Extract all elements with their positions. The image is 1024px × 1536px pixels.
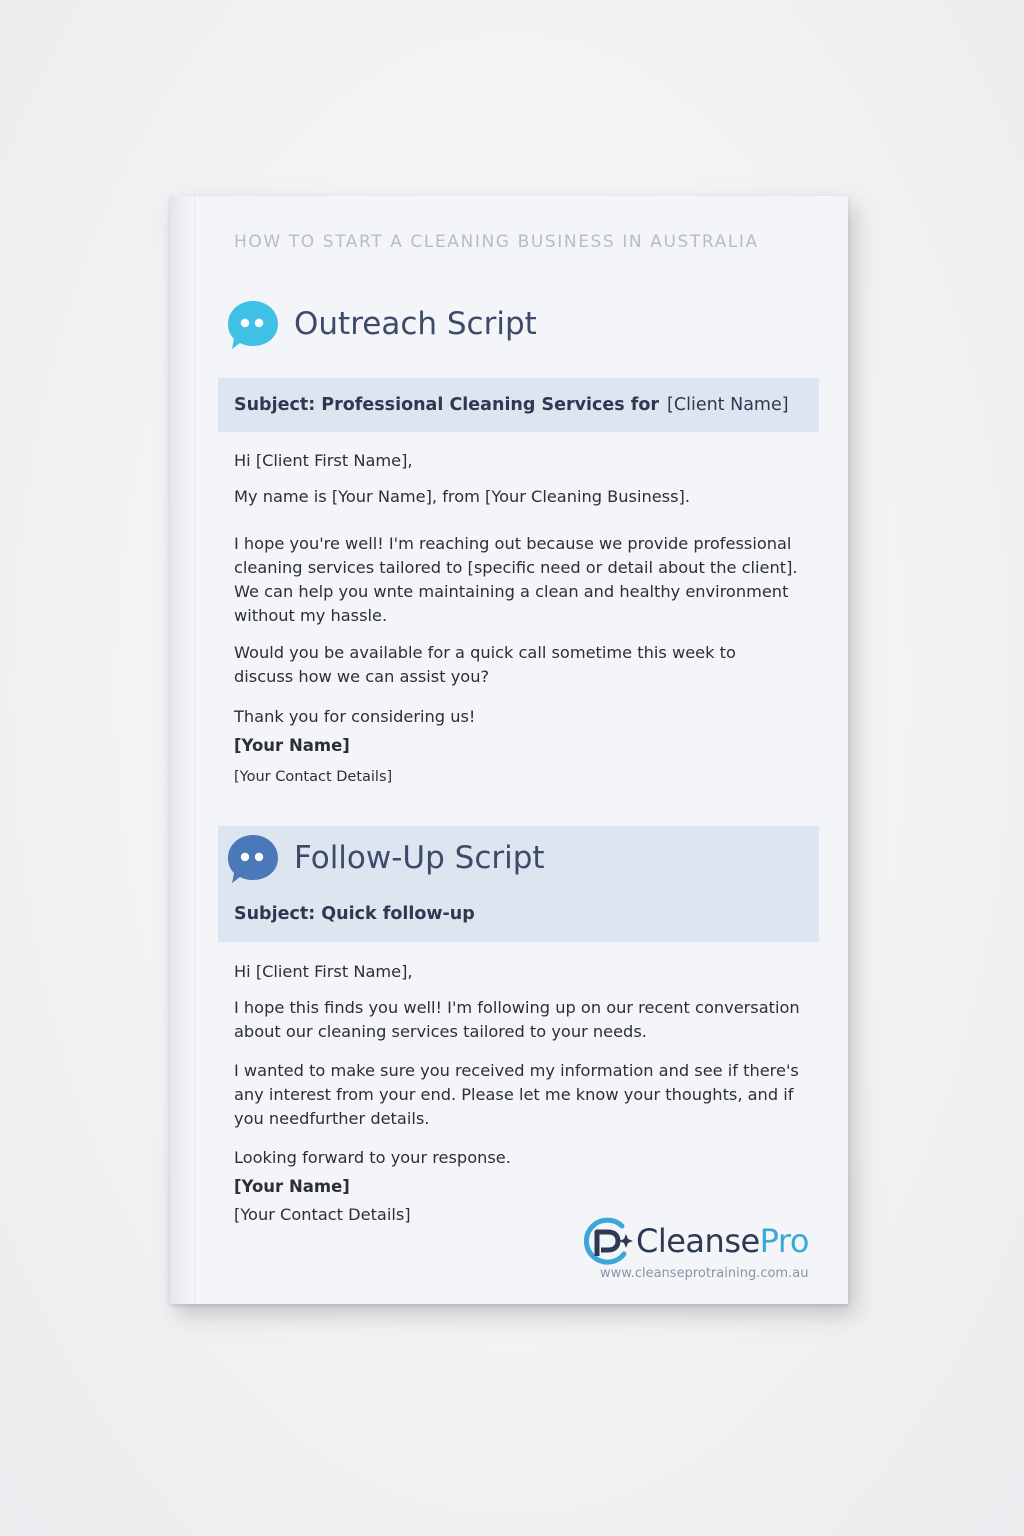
followup-subject: Subject: Quick follow-up (234, 904, 475, 924)
booklet-spine (170, 196, 195, 1304)
followup-greeting: Hi [Client First Name], (234, 962, 413, 981)
outreach-subject-value: [Client Name] (667, 395, 789, 415)
chat-bubble-icon (226, 298, 280, 352)
outreach-greeting: Hi [Client First Name], (234, 451, 413, 470)
cleansepro-logo (580, 1214, 820, 1286)
followup-signature-name: [Your Name] (234, 1177, 350, 1196)
outreach-signature-name: [Your Name] (234, 736, 350, 755)
cleansepro-logo-icon (580, 1216, 634, 1268)
outreach-paragraph-1: I hope you're well! I'm reaching out because we provide professional cleaning services tailored to [specific need or detail about the client]. We can help you wnte maintaining a clean and healthy environment without my hassle. (234, 534, 798, 625)
chat-bubble-icon (226, 832, 280, 886)
outreach-subject-label: Subject: Professional Cleaning Services for (234, 395, 660, 415)
outreach-intro: My name is [Your Name], from [Your Cleaning Business]. (234, 487, 690, 506)
cleansepro-wordmark: CleansePro (636, 1222, 809, 1260)
followup-closing: Looking forward to your response. (234, 1148, 511, 1167)
outreach-paragraph-2: Would you be available for a quick call sometime this week to discuss how we can assist you? (234, 643, 736, 686)
website-url: www.cleanseprotraining.com.au (600, 1266, 809, 1281)
outreach-subject-bar (218, 378, 819, 432)
outreach-signature-contact: [Your Contact Details] (234, 769, 393, 785)
followup-signature-contact: [Your Contact Details] (234, 1205, 411, 1224)
followup-paragraph-2: I wanted to make sure you received my information and see if there's any interest from your end. Please let me know your thoughts, and if you needfurther details. (234, 1061, 799, 1128)
followup-title: Follow-Up Script (294, 840, 545, 876)
booklet-page (170, 196, 848, 1304)
outreach-closing: Thank you for considering us! (234, 707, 476, 726)
outreach-title: Outreach Script (294, 306, 537, 342)
followup-paragraph-1: I hope this finds you well! I'm following up on our recent conversation about our cleaning services tailored to your needs. (234, 998, 800, 1041)
running-header: HOW TO START A CLEANING BUSINESS IN AUSTRALIA (234, 232, 759, 252)
